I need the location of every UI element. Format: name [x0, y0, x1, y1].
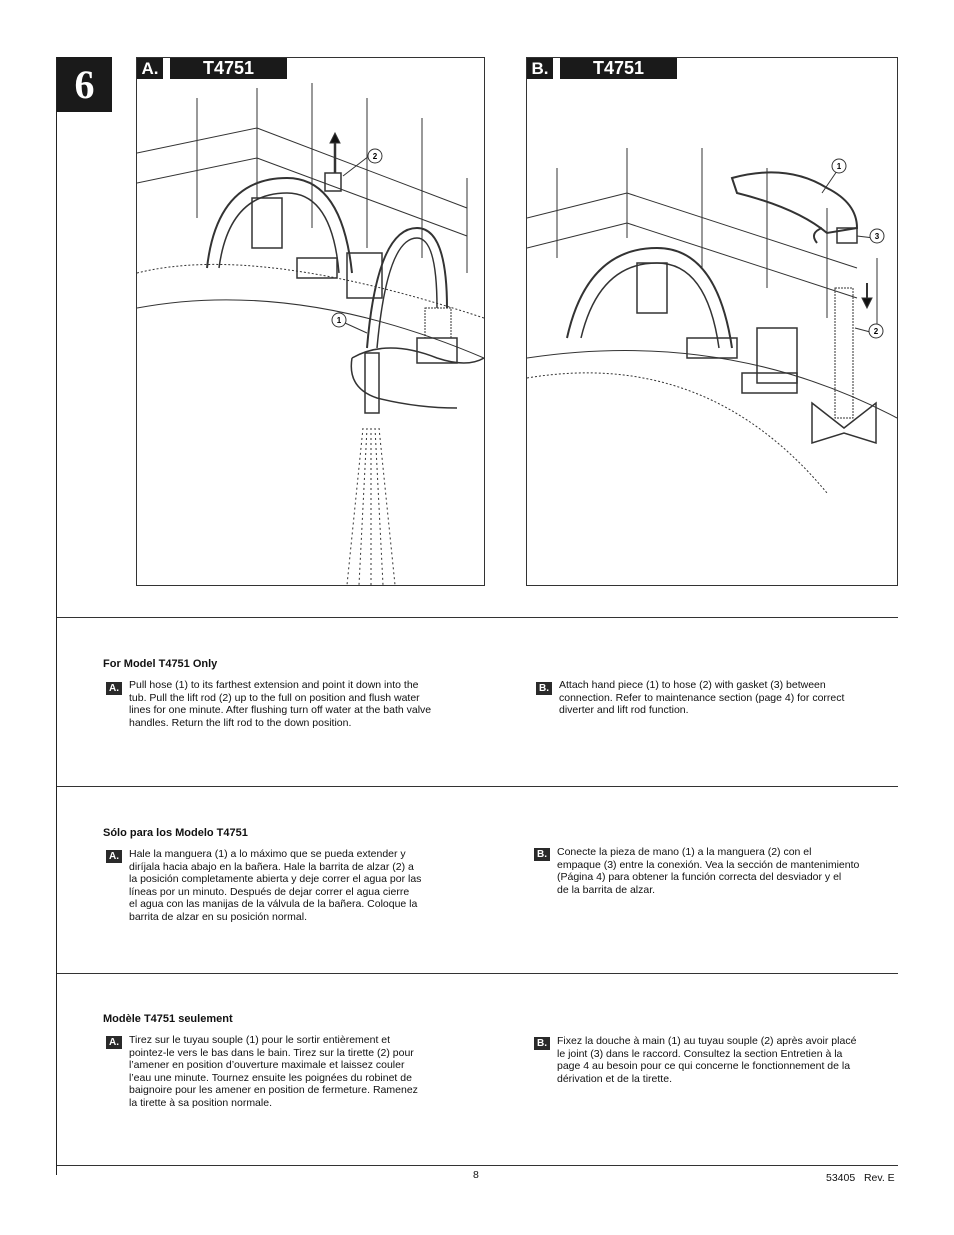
page-number: 8: [473, 1169, 479, 1181]
callout-b-1: 1: [836, 162, 842, 171]
panel-a-model: T4751: [170, 58, 287, 79]
section-title-spanish: Sólo para los Modelo T4751: [103, 827, 248, 839]
panel-a-letter: A.: [137, 58, 163, 79]
text-a-spanish: Hale la manguera (1) a lo máximo que se pueda extender y diríjala hacia abajo en la bañera. Hale la barrita de alzar (2) a la posición completamente abierta y deje correr el agua por las líneas por un minuto. Después de dejar correr el agua cierre el agua con las manijas de la válvula de la bañera. Coloque la barrita de alzar en su posición normal.: [129, 848, 422, 923]
faucet-hose-illustration-a: [137, 58, 484, 585]
illustration-panel-b: [526, 57, 898, 586]
divider-2: [57, 786, 898, 787]
left-rule: [56, 57, 57, 1175]
text-b-french: Fixez la douche à main (1) au tuyau souple (2) après avoir placé le joint (3) dans le raccord. Consultez la section Entretien à la page 4 au besoin pour ce qui concerne le fonctionnement de la dérivation et de la tirette.: [557, 1035, 857, 1085]
text-b-spanish: Conecte la pieza de mano (1) a la manguera (2) con el empaque (3) entre la conexión. Vea la sección de mantenimiento (Página 4) para obtener la función correcta del desviador y el de la barrita de alzar.: [557, 846, 860, 896]
callout-b-2: 2: [873, 327, 879, 336]
panel-b-letter: B.: [527, 58, 553, 79]
text-b-english: Attach hand piece (1) to hose (2) with gasket (3) between connection. Refer to maintenance section (page 4) for correct diverter and lift rod function.: [559, 679, 845, 717]
callout-b-3: 3: [874, 232, 880, 241]
badge-a-french: A.: [106, 1036, 122, 1049]
doc-revision: 53405 Rev. E: [826, 1172, 895, 1184]
divider-3: [57, 973, 898, 974]
badge-b-french: B.: [534, 1037, 550, 1050]
illustration-panel-a: [136, 57, 485, 586]
badge-a-spanish: A.: [106, 850, 122, 863]
badge-a-english: A.: [106, 682, 122, 695]
handpiece-hose-illustration-b: [527, 58, 897, 585]
text-a-english: Pull hose (1) to its farthest extension and point it down into the tub. Pull the lift rod (2) up to the full on position and flush water lines for one minute. After flushing turn off water at the bath valve handles. Return the lift rod to the down position.: [129, 679, 432, 729]
text-a-french: Tirez sur le tuyau souple (1) pour le sortir entièrement et pointez-le vers le bas dans le bain. Tirez sur la tirette (2) pour l’amener en position d’ouverture maximale et laissez couler l’eau une minute. Tournez ensuite les poignées du robinet de baignoire pour les amener en position de fermeture. Ramenez la tirette à sa position normale.: [129, 1034, 418, 1109]
callout-a-1: 1: [336, 316, 342, 325]
divider-4: [57, 1165, 898, 1166]
panel-b-model: T4751: [560, 58, 677, 79]
section-title-french: Modèle T4751 seulement: [103, 1013, 233, 1025]
badge-b-english: B.: [536, 682, 552, 695]
divider-1: [57, 617, 898, 618]
badge-b-spanish: B.: [534, 848, 550, 861]
callout-a-2: 2: [372, 152, 378, 161]
section-title-english: For Model T4751 Only: [103, 658, 218, 670]
step-number: 6: [57, 57, 112, 112]
